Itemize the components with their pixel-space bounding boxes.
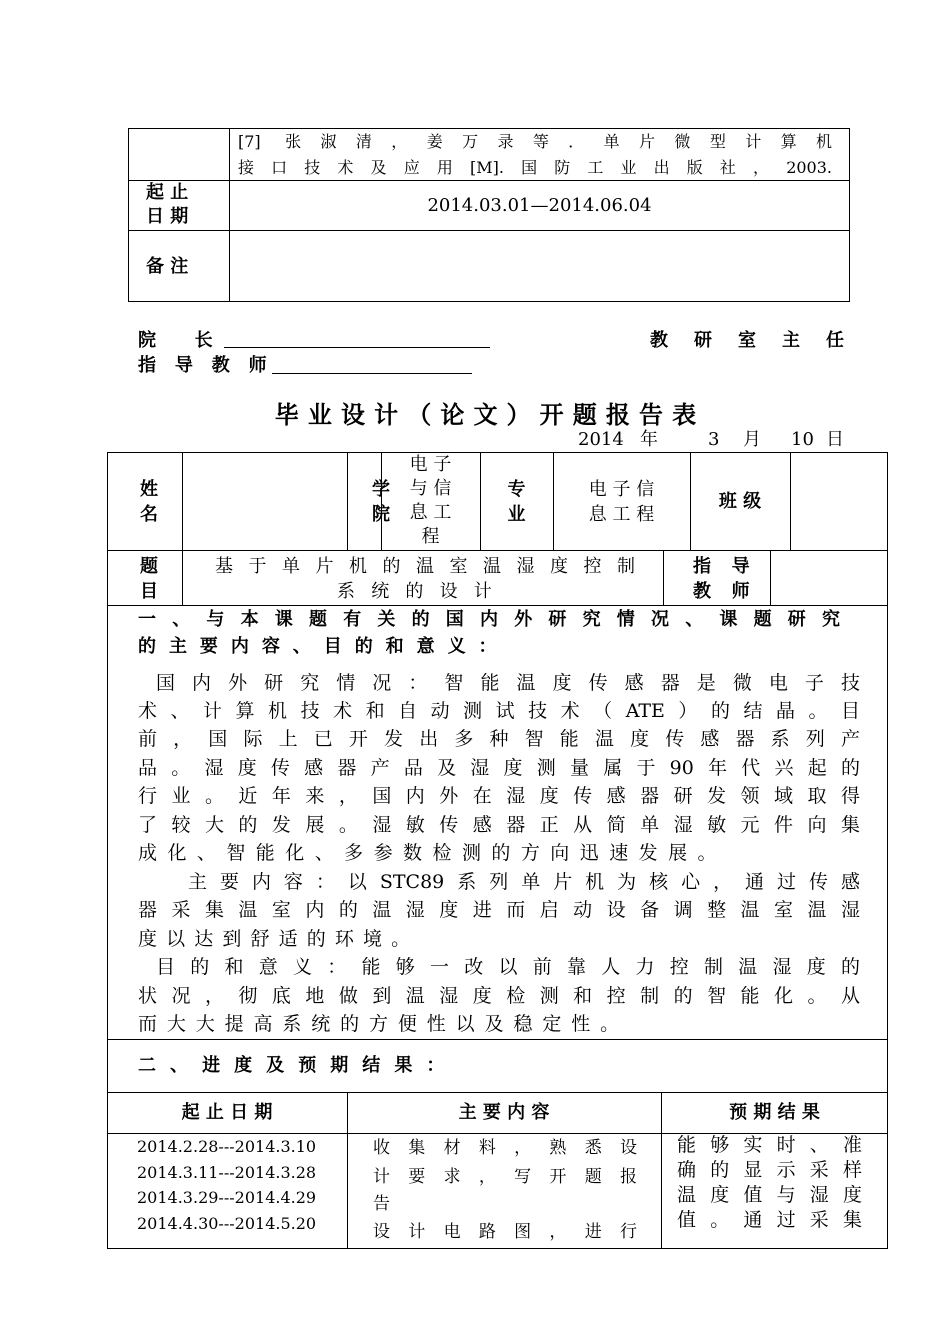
advisor-label-2: 教 师 — [693, 581, 757, 602]
schedule-content-line: 告 — [373, 1194, 390, 1214]
date-month-unit: 月 — [743, 429, 761, 450]
section2-heading: 二、进度及预期结果： — [138, 1055, 459, 1076]
schedule-content-line: 设计电路图，进行 — [373, 1222, 637, 1242]
dean-signature-line — [224, 347, 490, 348]
form-title: 毕业设计（论文）开题报告表 — [274, 400, 706, 429]
reference-line-1: [7] 张淑清，姜万录等．单片微型计算机 — [238, 132, 832, 151]
name-label-1: 姓 — [140, 479, 158, 500]
top-table-row-divider-2 — [128, 230, 850, 231]
col-header-dates: 起 止 日 期 — [181, 1102, 273, 1123]
section1-line: 主要内容：以STC89系列单片机为核心，通过传感 — [188, 871, 860, 893]
section1-line: 品。湿度传感器产品及湿度测量属于90年代兴起的 — [138, 757, 860, 779]
date-day-unit: 日 — [826, 429, 844, 450]
topic-label-2: 目 — [140, 581, 158, 602]
section1-heading-line1: 一、与本课题有关的国内外研究情况、课题研究 — [138, 609, 840, 630]
col-header-results: 预 期 结 果 — [729, 1102, 820, 1123]
section1-line: 术、计算机技术和自动测试技术（ATE）的结晶。目 — [138, 700, 860, 722]
topic-value-line2: 系统的设计 — [337, 581, 508, 602]
section1-line: 行业。近年来，国内外在湿度传感器研发领域取得 — [138, 785, 860, 807]
section1-line: 了较大的发展。湿敏传感器正从简单湿敏元件向集 — [138, 814, 860, 836]
section1-line: 目的和意义：能够一改以前靠人力控制温湿度的 — [156, 956, 860, 978]
topic-divider-2 — [663, 550, 664, 605]
section1-line: 器采集温室内的温湿度进而启动设备调整温室温湿 — [138, 899, 860, 921]
schedule-date: 2014.3.29---2014.4.29 — [137, 1188, 317, 1207]
schedule-result-line: 值。通过采集 — [677, 1209, 862, 1231]
college-label-1: 学 — [372, 479, 390, 500]
college-value-2: 与 信 — [409, 478, 452, 499]
info-divider-1 — [182, 452, 183, 550]
office-director-label: 教 研 室 主 任 — [650, 330, 844, 351]
dean-label: 院 长 — [138, 330, 229, 351]
reference-line-2: 接口技术及应用[M].国防工业出版社，2003. — [238, 158, 832, 177]
schedule-result-line: 能够实时、准 — [677, 1134, 862, 1156]
section2-heading-bottom — [107, 1092, 888, 1093]
section1-line: 国内外研究情况：智能温度传感器是微电子技 — [156, 672, 860, 694]
schedule-result-line: 温度值与湿度 — [677, 1184, 862, 1206]
topic-value-line1: 基于单片机的温室温湿度控制 — [215, 556, 635, 577]
major-value-1: 电 子 信 — [588, 479, 655, 500]
date-year-unit: 年 — [640, 429, 658, 450]
advisor-signature-label: 指 导 教 师 — [138, 355, 273, 376]
major-label-1: 专 — [507, 479, 526, 500]
date-month: 3 — [708, 429, 720, 450]
class-label: 班 级 — [718, 491, 762, 512]
topic-divider-3 — [770, 550, 771, 605]
schedule-result-line: 确的显示采样 — [677, 1159, 862, 1181]
college-value-4: 程 — [421, 526, 440, 547]
section1-line: 前，国际上已开发出多种智能温度传感器系列产 — [138, 728, 860, 750]
topic-label-1: 题 — [140, 556, 158, 577]
date-day: 10 — [791, 429, 814, 450]
info-divider-2 — [347, 452, 348, 550]
section1-line: 状况，彻底地做到温湿度检测和控制的智能化。从 — [138, 985, 860, 1007]
schedule-content-line: 收集材料，熟悉设 — [373, 1138, 637, 1158]
info-divider-7 — [790, 452, 791, 550]
start-end-label-line2: 日 期 — [146, 206, 189, 227]
date-year: 2014 — [578, 429, 624, 450]
section1-line: 而大大提高系统的方便性以及稳定性。 — [138, 1013, 629, 1035]
college-value-1: 电 子 — [409, 454, 452, 475]
college-label-2: 院 — [372, 504, 390, 525]
section1-heading-line2: 的主要内容、目的和意义： — [138, 636, 510, 657]
date-range-value: 2014.03.01—2014.06.04 — [427, 195, 652, 216]
advisor-signature-line — [272, 373, 472, 374]
schedule-content-line: 计要求，写开题报 — [373, 1167, 637, 1187]
advisor-label-1: 指 导 — [693, 556, 757, 577]
schedule-date: 2014.4.30---2014.5.20 — [137, 1214, 317, 1233]
section1-line: 度以达到舒适的环境。 — [138, 928, 420, 950]
name-label-2: 名 — [140, 504, 158, 525]
major-label-2: 业 — [507, 504, 526, 525]
start-end-label-line1: 起 止 — [146, 182, 189, 203]
major-value-2: 息 工 程 — [588, 504, 655, 525]
college-value-3: 息 工 — [409, 502, 452, 523]
col-header-content: 主 要 内 容 — [458, 1102, 550, 1123]
section1-line: 成化、智能化、多参数检测的方向迅速发展。 — [138, 842, 728, 864]
schedule-date: 2014.2.28---2014.3.10 — [137, 1137, 317, 1156]
schedule-date: 2014.3.11---2014.3.28 — [137, 1163, 317, 1182]
section1-bottom — [107, 1039, 888, 1040]
remarks-label: 备 注 — [146, 256, 189, 277]
